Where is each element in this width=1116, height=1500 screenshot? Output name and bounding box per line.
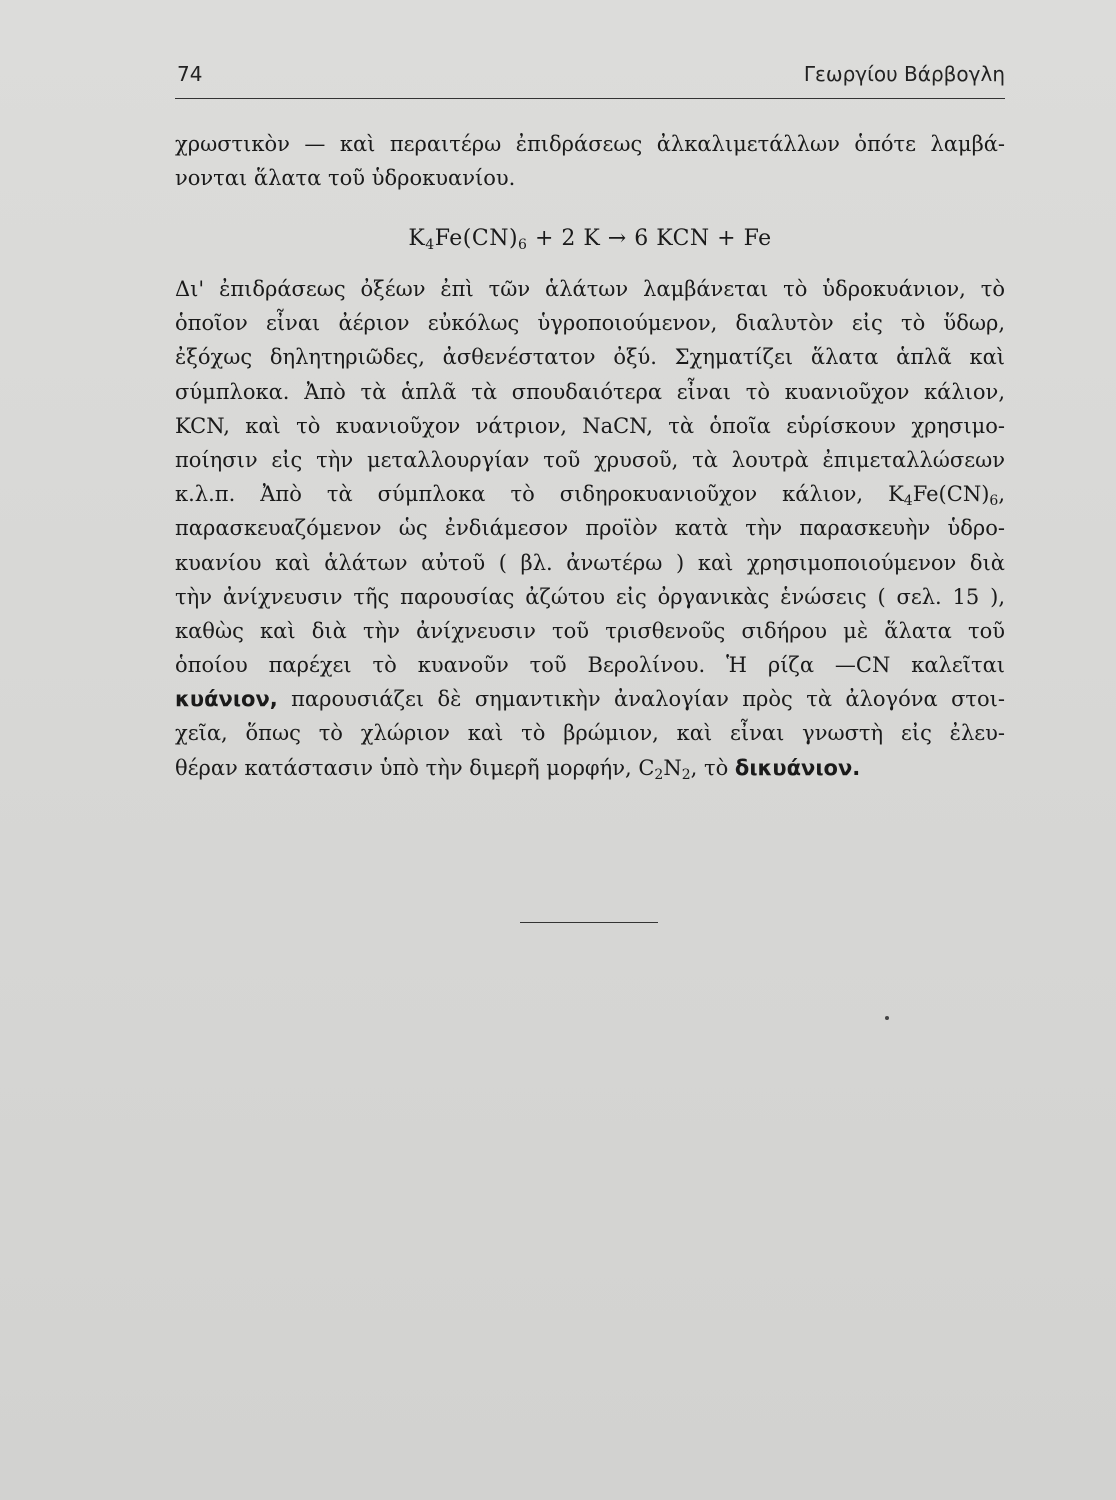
main-paragraph — [175, 272, 1005, 785]
scan-speck — [885, 1016, 889, 1020]
text-segment: κ.λ.π. Ἀπὸ τὰ σύμπλοκα τὸ σιδηροκυανιοῦχον κάλιον, K — [175, 482, 904, 507]
text-segment: , τὸ — [690, 755, 735, 780]
intro-paragraph — [175, 127, 1005, 195]
text-line-with-bold — [175, 682, 1005, 716]
text-line: σύμπλοκα. Ἀπὸ τὰ ἁπλᾶ τὰ σπουδαιότερα εἶναι τὸ κυανιοῦχον κάλιον, — [175, 379, 1005, 404]
text-line: ὁποίου παρέχει τὸ κυανοῦν τοῦ Βερολίνου. Ἡ ρίζα —CN καλεῖται — [175, 653, 1005, 678]
text-segment: παρουσιάζει δὲ σημαντικὴν ἀναλογίαν πρὸς τὰ ἀλογόνα στοι- — [277, 687, 1005, 712]
text-line: ποίησιν εἰς τὴν μεταλλουργίαν τοῦ χρυσοῦ, τὰ λουτρὰ ἐπιμεταλλώσεων — [175, 447, 1005, 472]
bold-term-cyanogen: κυάνιον, — [175, 687, 278, 712]
text-segment: θέραν κατάστασιν ὑπὸ τὴν διμερῆ μορφήν, C — [175, 755, 655, 780]
end-rule — [520, 922, 658, 923]
text-line-with-formula — [175, 477, 1005, 511]
text-line: ὁποῖον εἶναι ἀέριον εὐκόλως ὑγροποιούμενον, διαλυτὸν εἰς τὸ ὕδωρ, — [175, 311, 1005, 336]
text-line: καθὼς καὶ διὰ τὴν ἀνίχνευσιν τοῦ τρισθενοῦς σιδήρου μὲ ἅλατα τοῦ — [175, 618, 1005, 643]
formula-subscript: 4 — [425, 237, 435, 253]
text-line: κυανίου καὶ ἁλάτων αὐτοῦ ( βλ. ἀνωτέρω ) καὶ χρησιμοποιούμενον διὰ — [175, 550, 1005, 575]
text-segment: Fe(CN) — [912, 482, 990, 507]
formula-part: Fe(CN) — [434, 226, 519, 251]
formula-subscript: 6 — [518, 237, 528, 253]
text-line: παρασκευαζόμενον ὡς ἐνδιάμεσον προϊὸν κατὰ τὴν παρασκευὴν ὑδρο- — [175, 516, 1005, 541]
text-line: χεῖα, ὅπως τὸ χλώριον καὶ τὸ βρώμιον, καὶ εἶναι γνωστὴ εἰς ἐλευ- — [175, 721, 1005, 746]
text-line: χρωστικὸν — καὶ περαιτέρω ἐπιδράσεως ἀλκαλιμετάλλων ὁπότε λαμβά- — [175, 132, 1005, 156]
page-header — [175, 58, 1005, 99]
text-line: τὴν ἀνίχνευσιν τῆς παρουσίας ἀζώτου εἰς ὀργανικὰς ἑνώσεις ( σελ. 15 ), — [175, 584, 1005, 609]
formula-subscript: 2 — [654, 766, 664, 783]
bold-term-dicyanogen: δικυάνιον. — [734, 755, 861, 780]
text-line: ἐξόχως δηλητηριῶδες, ἀσθενέστατον ὀξύ. Σχηματίζει ἅλατα ἁπλᾶ καὶ — [175, 345, 1005, 370]
text-line: KCN, καὶ τὸ κυανιοῦχον νάτριον, NaCN, τὰ ὁποῖα εὑρίσκουν χρησιμο- — [175, 413, 1005, 438]
text-line-with-formula — [175, 751, 1005, 785]
formula-part: K — [408, 226, 426, 251]
chemical-equation — [175, 222, 1005, 256]
formula-subscript: 4 — [903, 493, 913, 510]
text-line: Δι' ἐπιδράσεως ὀξέων ἐπὶ τῶν ἁλάτων λαμβάνεται τὸ ὑδροκυάνιον, τὸ — [175, 277, 1005, 301]
text-line: νονται ἅλατα τοῦ ὑδροκυανίου. — [175, 166, 516, 191]
formula-subscript: 2 — [681, 766, 691, 783]
running-head: Γεωργίου Βάρβογλη — [803, 62, 1005, 86]
formula-part: + 2 K → 6 KCN + Fe — [527, 226, 772, 251]
page-number: 74 — [177, 62, 203, 86]
text-segment: , — [998, 482, 1005, 507]
text-segment: N — [663, 755, 682, 780]
formula-subscript: 6 — [989, 493, 999, 510]
